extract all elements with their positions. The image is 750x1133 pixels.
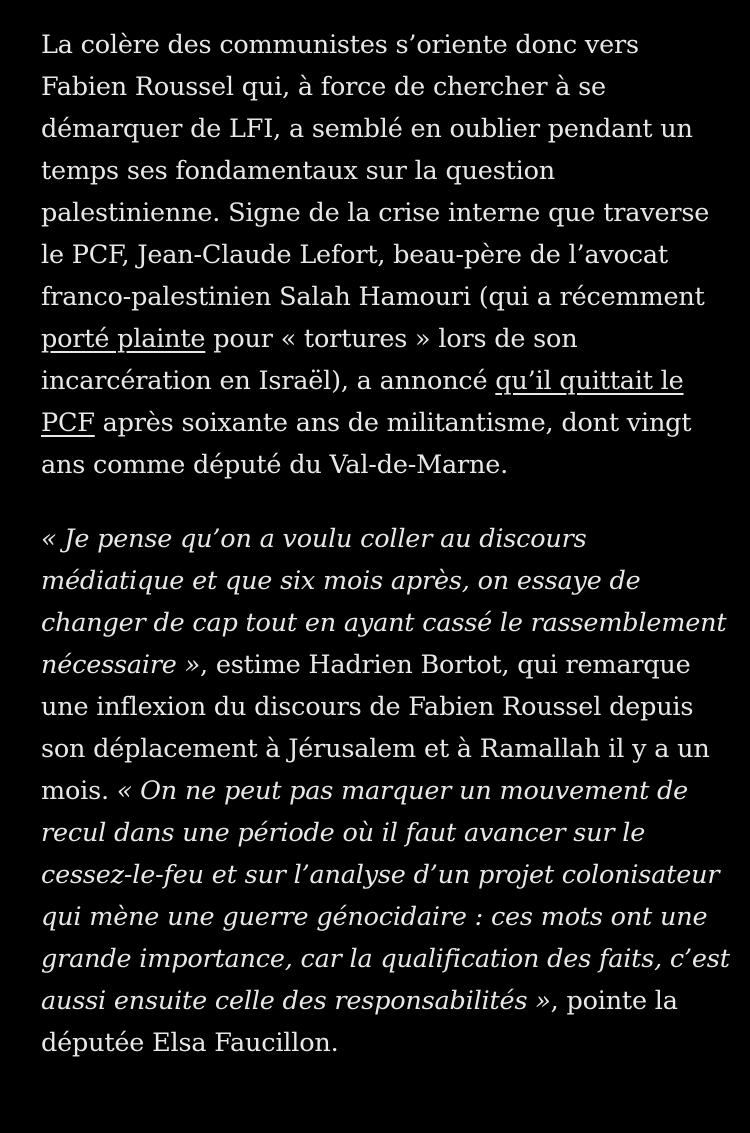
paragraph-text: , pointe la députée Elsa Faucillon.: [41, 986, 678, 1058]
paragraph-text: après soixante ans de militantisme, dont vingt ans comme député du Val-de-Marne.: [41, 408, 692, 480]
article-paragraph-2: [41, 518, 731, 1064]
quote-faucillon: « On ne peut pas marquer un mouvement de recul dans une période où il faut avancer sur le cessez-le-feu et sur l’analyse d’un projet colonisateur qui mène une guerre génocidaire : ces mots ont une grande importance, car la qualification des faits, c’est aussi ensuite celle des responsabilités »: [41, 776, 730, 1016]
quote-bortot: « Je pense qu’on a voulu coller au discours médiatique et que six mois après, on essaye de changer de cap tout en ayant cassé le rassemblement nécessaire »: [41, 524, 727, 680]
link-quittait-pcf[interactable]: qu’il quittait le PCF: [41, 366, 684, 438]
paragraph-text: , estime Hadrien Bortot, qui remarque une inflexion du discours de Fabien Roussel depuis son déplacement à Jérusalem et à Ramallah il y a un mois.: [41, 650, 710, 806]
article-body: [41, 24, 731, 1064]
paragraph-text: La colère des communistes s’oriente donc vers Fabien Roussel qui, à force de chercher à se démarquer de LFI, a semblé en oublier pendant un temps ses fondamentaux sur la question palestinienne. Signe de la crise interne que traverse le PCF, Jean-Claude Lefort, beau-père de l’avocat franco-palestinien Salah Hamouri (qui a récemment: [41, 30, 710, 312]
link-porte-plainte[interactable]: porté plainte: [41, 324, 206, 354]
paragraph-text: pour « tortures » lors de son incarcération en Israël), a annoncé: [41, 324, 578, 396]
article-paragraph-1: [41, 24, 731, 486]
